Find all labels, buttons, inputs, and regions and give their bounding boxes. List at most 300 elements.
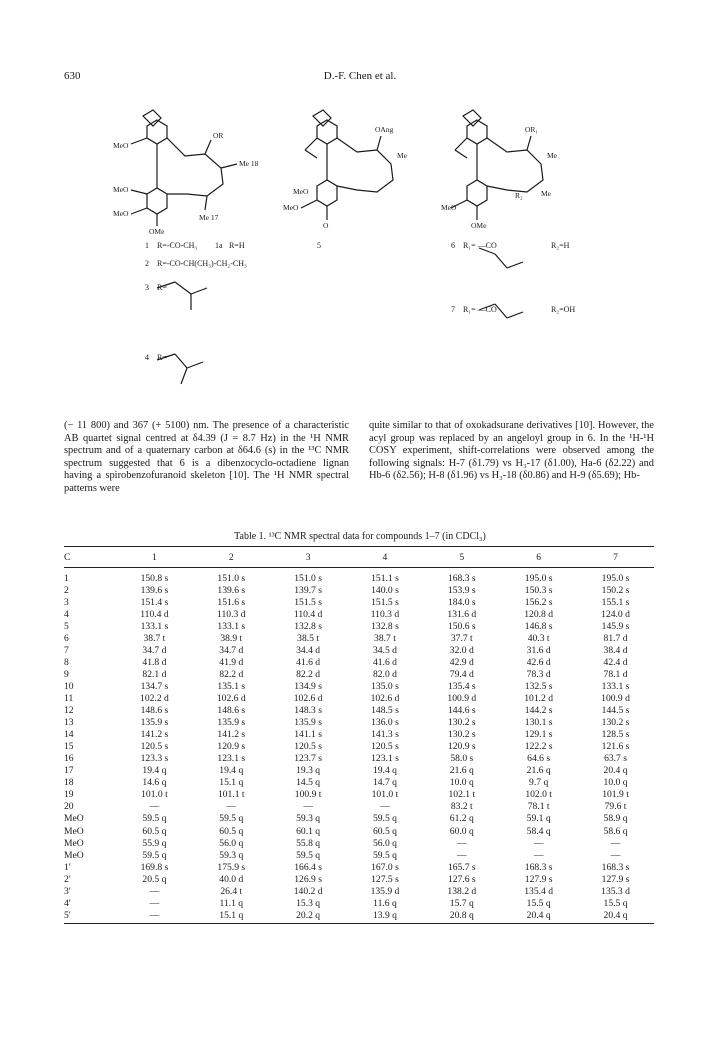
shift-value-cell: 14.7 q	[372, 777, 397, 789]
carbon-label-cell: 2′	[64, 873, 71, 885]
shift-value-cell: 135.4 d	[524, 885, 554, 897]
carbon-label-cell: 4′	[64, 897, 71, 909]
shift-value-cell: 79.6 t	[604, 801, 627, 813]
shift-value-cell: —	[149, 801, 160, 813]
shift-value-cell: 141.1 s	[294, 729, 322, 741]
shift-value-cell: 59.5 q	[372, 813, 397, 825]
table-row	[64, 568, 654, 585]
table-row	[64, 680, 654, 692]
shift-value-cell: 82.2 d	[296, 668, 321, 680]
svg-text:OR₁: OR₁	[525, 125, 539, 134]
shift-value-cell: 135.3 d	[601, 885, 630, 897]
shift-value-cell: 78.1 t	[527, 801, 550, 813]
shift-value-cell: 58.9 q	[603, 813, 628, 825]
table-row	[64, 656, 654, 668]
shift-value-cell: 123.1 s	[217, 753, 246, 765]
shift-value-cell: 126.9 s	[294, 873, 322, 885]
svg-text:MeO: MeO	[113, 209, 129, 218]
shift-value-cell: 60.5 q	[219, 825, 244, 837]
shift-value-cell: 61.2 q	[449, 813, 474, 825]
shift-value-cell: 120.5 s	[140, 741, 169, 753]
shift-value-cell: 38.4 d	[603, 644, 628, 656]
body-text-left-column: (− 11 800) and 367 (+ 5100) nm. The presence of a characteristic AB quartet signal centred at δ4.39 (J = 8.7 Hz) in the ¹H NMR spectrum and of a quaternary carbon at δ64.6 (s) in the ¹³C NMR spectrum suggested that 6 is a dibenzocyclo-octadiene lignan having a spirobenzofuranoid skeleton [10]. The ¹H NMR spectral patterns were	[64, 420, 349, 494]
shift-value-cell: —	[226, 801, 237, 813]
carbon-label-cell: 11	[64, 692, 74, 704]
structure-label-6: 6	[451, 241, 455, 250]
shift-value-cell: 19.4 q	[142, 765, 167, 777]
carbon-label-cell: MeO	[64, 837, 84, 849]
shift-value-cell: 175.9 s	[217, 861, 246, 873]
table-row	[64, 596, 654, 608]
shift-value-cell: —	[116, 909, 193, 924]
shift-value-cell: 120.9 s	[447, 741, 476, 753]
shift-value-cell: 141.2 s	[217, 729, 246, 741]
shift-value-cell: 59.5 q	[372, 849, 397, 861]
shift-value-cell: 140.2 d	[293, 885, 323, 897]
carbon-label-cell: 4	[64, 608, 69, 620]
shift-value-cell: 11.6 q	[373, 897, 397, 909]
shift-value-cell: 83.2 t	[450, 801, 473, 813]
shift-value-cell: 123.1 s	[371, 753, 399, 765]
shift-value-cell: 148.3 s	[294, 705, 322, 717]
shift-value-cell: 42.6 d	[526, 656, 551, 668]
shift-value-cell: 42.9 d	[449, 656, 474, 668]
shift-value-cell: 101.0 t	[371, 789, 399, 801]
table-caption: Table 1. ¹³C NMR spectral data for compounds 1–7 (in CDCl₃)	[234, 531, 486, 542]
shift-value-cell: 40.0 d	[219, 873, 244, 885]
svg-text:OR: OR	[213, 131, 224, 140]
shift-value-cell: 20.4 q	[577, 909, 654, 924]
svg-text:R₁= —CO: R₁= —CO	[463, 241, 497, 250]
shift-value-cell: 151.5 s	[371, 596, 399, 608]
table-row	[64, 692, 654, 704]
carbon-label-cell: 2	[64, 584, 69, 596]
shift-value-cell: 120.9 s	[217, 741, 246, 753]
shift-value-cell: 130.2 s	[601, 717, 630, 729]
shift-value-cell: 64.6 s	[527, 753, 551, 765]
shift-value-cell: 123.7 s	[294, 753, 322, 765]
svg-text:R₂=OH: R₂=OH	[551, 305, 576, 314]
nmr-data-table	[64, 546, 654, 924]
svg-text:Me: Me	[541, 189, 551, 198]
shift-value-cell: 121.6 s	[601, 741, 630, 753]
shift-value-cell: 138.2 d	[447, 885, 477, 897]
shift-value-cell: 15.1 q	[219, 777, 244, 789]
shift-value-cell: 102.0 t	[525, 789, 552, 801]
table-header-cell: 6	[500, 547, 577, 568]
svg-text:Me: Me	[547, 151, 557, 160]
shift-value-cell: 130.1 s	[524, 717, 553, 729]
shift-value-cell: 15.1 q	[193, 909, 270, 924]
shift-value-cell: 195.0 s	[524, 572, 553, 584]
shift-value-cell: 145.9 s	[601, 620, 630, 632]
table-row	[64, 765, 654, 777]
table-header-cell: 5	[423, 547, 500, 568]
table-row	[64, 885, 654, 897]
shift-value-cell: 79.4 d	[449, 668, 474, 680]
shift-value-cell: 56.0 q	[219, 837, 244, 849]
shift-value-cell: 195.0 s	[601, 572, 630, 584]
shift-value-cell: 148.5 s	[371, 705, 399, 717]
table-row	[64, 801, 654, 813]
shift-value-cell: 151.1 s	[371, 572, 399, 584]
shift-value-cell: 135.9 s	[294, 717, 322, 729]
table-header-cell: 2	[193, 547, 270, 568]
carbon-label-cell: 5′	[64, 909, 116, 924]
carbon-label-cell: 3′	[64, 885, 71, 897]
table-row	[64, 644, 654, 656]
shift-value-cell: 141.2 s	[140, 729, 169, 741]
shift-value-cell: 37.7 t	[450, 632, 473, 644]
shift-value-cell: 135.0 s	[371, 680, 399, 692]
shift-value-cell: 78.1 d	[603, 668, 628, 680]
shift-value-cell: 20.4 q	[603, 765, 628, 777]
shift-value-cell: 124.0 d	[601, 608, 630, 620]
shift-value-cell: 133.1 s	[140, 620, 169, 632]
table-row	[64, 753, 654, 765]
shift-value-cell: 122.2 s	[524, 741, 553, 753]
shift-value-cell: 42.4 d	[603, 656, 628, 668]
shift-value-cell: 19.4 q	[219, 765, 244, 777]
svg-text:R₂: R₂	[515, 191, 523, 200]
svg-text:MeO: MeO	[441, 203, 457, 212]
carbon-label-cell: 10	[64, 680, 74, 692]
shift-value-cell: 14.5 q	[296, 777, 321, 789]
shift-value-cell: 134.7 s	[140, 680, 169, 692]
shift-value-cell: 41.6 d	[372, 656, 397, 668]
svg-text:R=: R=	[157, 353, 167, 362]
svg-text:Me 17: Me 17	[199, 213, 219, 222]
shift-value-cell: 167.0 s	[371, 861, 399, 873]
shift-value-cell: 120.8 d	[524, 608, 554, 620]
shift-value-cell: —	[457, 837, 467, 849]
structure-label-3: 3	[145, 283, 149, 292]
table-row	[64, 897, 654, 909]
svg-text:O: O	[323, 221, 329, 230]
svg-text:MeO: MeO	[283, 203, 299, 212]
shift-value-cell: 15.5 q	[603, 897, 628, 909]
carbon-label-cell: 3	[64, 596, 69, 608]
table-row	[64, 849, 654, 861]
svg-text:R₁= —CO: R₁= —CO	[463, 305, 497, 314]
shift-value-cell: 130.2 s	[447, 729, 476, 741]
svg-text:R=-CO-CH(CH₃)-CH₂-CH₃: R=-CO-CH(CH₃)-CH₂-CH₃	[157, 259, 247, 268]
shift-value-cell: 140.0 s	[371, 584, 399, 596]
carbon-label-cell: MeO	[64, 813, 84, 825]
shift-value-cell: 131.6 d	[447, 608, 477, 620]
shift-value-cell: 81.7 d	[603, 632, 628, 644]
shift-value-cell: 139.6 s	[217, 584, 246, 596]
shift-value-cell: 59.3 q	[219, 849, 244, 861]
svg-text:Me 18: Me 18	[239, 159, 259, 168]
shift-value-cell: 135.9 s	[140, 717, 169, 729]
shift-value-cell: 132.8 s	[371, 620, 399, 632]
shift-value-cell: 21.6 q	[449, 765, 474, 777]
body-text-right-column: quite similar to that of oxokadsurane derivatives [10]. However, the acyl group was replaced by an angeloyl group in 6. In the ¹H-¹H COSY experiment, shift-correlations were observed among the following signals: H-7 (δ1.79) vs H₃-17 (δ1.00), Ha-6 (δ2.22) and Hb-6 (δ2.56); H-8 (δ1.96) vs H₃-18 (δ0.86) and H-9 (δ5.69); Hb-	[369, 420, 654, 482]
shift-value-cell: 130.2 s	[447, 717, 476, 729]
carbon-label-cell: 19	[64, 789, 74, 801]
shift-value-cell: 58.0 s	[450, 753, 474, 765]
shift-value-cell: 56.0 q	[372, 837, 397, 849]
shift-value-cell: 150.6 s	[447, 620, 476, 632]
table-row	[64, 825, 654, 837]
shift-value-cell: 139.6 s	[140, 584, 169, 596]
shift-value-cell: —	[533, 837, 544, 849]
shift-value-cell: 101.1 t	[217, 789, 245, 801]
table-row	[64, 620, 654, 632]
table-header-cell: 4	[347, 547, 424, 568]
shift-value-cell: 32.0 d	[449, 644, 474, 656]
shift-value-cell: 34.7 d	[142, 644, 167, 656]
shift-value-cell: 34.5 d	[372, 644, 397, 656]
structure-label-5: 5	[317, 241, 321, 250]
table-row	[64, 813, 654, 825]
table-row	[64, 741, 654, 753]
shift-value-cell: —	[533, 849, 544, 861]
structure-1-skeleton	[131, 110, 237, 226]
shift-value-cell: 82.1 d	[142, 668, 167, 680]
shift-value-cell: 135.9 d	[370, 885, 400, 897]
structure-label-1: 1	[145, 241, 149, 250]
carbon-label-cell: 18	[64, 777, 74, 789]
shift-value-cell: 151.0 s	[294, 572, 322, 584]
shift-value-cell: 60.5 q	[142, 825, 167, 837]
shift-value-cell: 78.3 d	[526, 668, 551, 680]
shift-value-cell: 110.3 d	[370, 608, 400, 620]
shift-value-cell: 148.6 s	[140, 705, 169, 717]
svg-text:R=: R=	[157, 283, 167, 292]
shift-value-cell: 151.6 s	[217, 596, 246, 608]
shift-value-cell: 14.6 q	[142, 777, 167, 789]
shift-value-cell: 59.5 q	[142, 849, 167, 861]
svg-text:OAng: OAng	[375, 125, 394, 134]
shift-value-cell: 20.4 q	[500, 909, 577, 924]
svg-text:R₂=H: R₂=H	[551, 241, 570, 250]
shift-value-cell: 110.4 d	[140, 608, 169, 620]
table-row	[64, 584, 654, 596]
svg-text:OMe: OMe	[149, 227, 165, 236]
shift-value-cell: 60.5 q	[372, 825, 397, 837]
carbon-label-cell: 12	[64, 705, 74, 717]
shift-value-cell: 41.9 d	[219, 656, 244, 668]
svg-text:MeO: MeO	[113, 141, 129, 150]
carbon-label-cell: 5	[64, 620, 69, 632]
svg-text:R=H: R=H	[229, 241, 245, 250]
table-row	[64, 909, 654, 924]
shift-value-cell: 110.3 d	[217, 608, 246, 620]
table-row	[64, 717, 654, 729]
shift-value-cell: 127.5 s	[371, 873, 399, 885]
shift-value-cell: 38.5 t	[297, 632, 320, 644]
shift-value-cell: 100.9 d	[601, 692, 630, 704]
shift-value-cell: 9.7 q	[529, 777, 549, 789]
svg-text:1a: 1a	[215, 241, 223, 250]
carbon-label-cell: 7	[64, 644, 69, 656]
shift-value-cell: 21.6 q	[526, 765, 551, 777]
table-row	[64, 705, 654, 717]
table-body	[64, 568, 654, 924]
shift-value-cell: —	[610, 849, 621, 861]
shift-value-cell: 133.1 s	[601, 680, 630, 692]
shift-value-cell: 60.0 q	[449, 825, 474, 837]
carbon-label-cell: 14	[64, 729, 74, 741]
carbon-label-cell: 8	[64, 656, 69, 668]
table-row	[64, 729, 654, 741]
carbon-label-cell: 13	[64, 717, 74, 729]
shift-value-cell: —	[610, 837, 621, 849]
shift-value-cell: 136.0 s	[371, 717, 399, 729]
shift-value-cell: 168.3 s	[524, 861, 553, 873]
shift-value-cell: 150.3 s	[524, 584, 553, 596]
shift-value-cell: 58.6 q	[603, 825, 628, 837]
table-row	[64, 861, 654, 873]
shift-value-cell: 38.7 t	[143, 632, 166, 644]
shift-value-cell: 150.8 s	[140, 572, 169, 584]
carbon-label-cell: 6	[64, 632, 69, 644]
shift-value-cell: 82.2 d	[219, 668, 244, 680]
running-head: D.-F. Chen et al.	[323, 70, 397, 82]
shift-value-cell: 19.4 q	[372, 765, 397, 777]
shift-value-cell: 127.9 s	[524, 873, 553, 885]
shift-value-cell: 34.7 d	[219, 644, 244, 656]
svg-text:R=-CO-CH₃: R=-CO-CH₃	[157, 241, 198, 250]
svg-text:OMe: OMe	[471, 221, 487, 230]
table-header-cell: 3	[270, 547, 347, 568]
shift-value-cell: 11.1 q	[219, 897, 244, 909]
shift-value-cell: 123.3 s	[140, 753, 169, 765]
shift-value-cell: 155.1 s	[601, 596, 630, 608]
shift-value-cell: 63.7 s	[604, 753, 627, 765]
shift-value-cell: 58.4 q	[526, 825, 551, 837]
table-row	[64, 777, 654, 789]
shift-value-cell: 20.8 q	[423, 909, 500, 924]
shift-value-cell: 102.6 d	[216, 692, 246, 704]
shift-value-cell: 20.2 q	[270, 909, 347, 924]
carbon-label-cell: 9	[64, 668, 69, 680]
table-row	[64, 837, 654, 849]
shift-value-cell: 15.7 q	[449, 897, 474, 909]
carbon-label-cell: MeO	[64, 849, 84, 861]
carbon-label-cell: MeO	[64, 825, 84, 837]
shift-value-cell: 41.6 d	[296, 656, 321, 668]
shift-value-cell: 132.5 s	[524, 680, 553, 692]
carbon-label-cell: 17	[64, 765, 74, 777]
shift-value-cell: 59.5 q	[296, 849, 321, 861]
table-row	[64, 608, 654, 620]
shift-value-cell: —	[149, 897, 160, 909]
shift-value-cell: 100.9 t	[294, 789, 322, 801]
table-row	[64, 873, 654, 885]
page-number: 630	[64, 70, 81, 82]
shift-value-cell: 100.9 d	[447, 692, 477, 704]
shift-value-cell: 135.4 s	[447, 680, 476, 692]
shift-value-cell: 169.8 s	[140, 861, 169, 873]
shift-value-cell: 19.3 q	[296, 765, 321, 777]
structure-label-4: 4	[145, 353, 149, 362]
shift-value-cell: 146.8 s	[524, 620, 553, 632]
shift-value-cell: 120.5 s	[371, 741, 399, 753]
shift-value-cell: 141.3 s	[371, 729, 399, 741]
shift-value-cell: 144.6 s	[447, 705, 476, 717]
svg-text:Me: Me	[397, 151, 407, 160]
shift-value-cell: 135.1 s	[217, 680, 246, 692]
shift-value-cell: 15.5 q	[526, 897, 551, 909]
shift-value-cell: 55.8 q	[296, 837, 321, 849]
shift-value-cell: 166.4 s	[294, 861, 322, 873]
shift-value-cell: 101.0 t	[141, 789, 168, 801]
shift-value-cell: 184.0 s	[447, 596, 476, 608]
carbon-label-cell: 1′	[64, 861, 71, 873]
shift-value-cell: 129.1 s	[524, 729, 553, 741]
carbon-label-cell: 1	[64, 572, 69, 584]
shift-value-cell: 110.4 d	[293, 608, 323, 620]
shift-value-cell: 82.0 d	[372, 668, 397, 680]
shift-value-cell: 13.9 q	[347, 909, 424, 924]
shift-value-cell: 59.5 q	[219, 813, 244, 825]
table-header-row	[64, 547, 654, 568]
shift-value-cell: 31.6 d	[526, 644, 551, 656]
structure-label-7: 7	[451, 305, 455, 314]
shift-value-cell: 127.6 s	[447, 873, 476, 885]
shift-value-cell: 10.0 q	[603, 777, 628, 789]
shift-value-cell: 134.9 s	[294, 680, 322, 692]
carbon-label-cell: 20	[64, 801, 74, 813]
shift-value-cell: 127.9 s	[601, 873, 630, 885]
carbon-label-cell: 15	[64, 741, 74, 753]
shift-value-cell: 40.3 t	[527, 632, 550, 644]
shift-value-cell: 165.7 s	[447, 861, 476, 873]
shift-value-cell: 101.2 d	[524, 692, 554, 704]
shift-value-cell: 10.0 q	[449, 777, 474, 789]
table-header-cell: 1	[116, 547, 193, 568]
shift-value-cell: —	[380, 801, 390, 813]
shift-value-cell: 55.9 q	[142, 837, 167, 849]
shift-value-cell: 34.4 d	[296, 644, 321, 656]
shift-value-cell: 59.3 q	[296, 813, 321, 825]
shift-value-cell: 144.2 s	[524, 705, 553, 717]
shift-value-cell: —	[303, 801, 313, 813]
shift-value-cell: 153.9 s	[447, 584, 476, 596]
shift-value-cell: 102.1 t	[448, 789, 476, 801]
chemical-structures-figure	[95, 98, 655, 418]
shift-value-cell: 15.3 q	[296, 897, 321, 909]
shift-value-cell: 133.1 s	[217, 620, 246, 632]
table-row	[64, 789, 654, 801]
shift-value-cell: 156.2 s	[524, 596, 553, 608]
svg-text:MeO: MeO	[113, 185, 129, 194]
table-header-cell: 7	[577, 547, 654, 568]
shift-value-cell: 132.8 s	[294, 620, 322, 632]
table-header-cell: C	[64, 547, 116, 568]
shift-value-cell: 151.4 s	[140, 596, 169, 608]
shift-value-cell: 139.7 s	[294, 584, 322, 596]
shift-value-cell: 128.5 s	[601, 729, 630, 741]
shift-value-cell: 102.6 d	[293, 692, 323, 704]
shift-value-cell: 38.9 t	[220, 632, 243, 644]
shift-value-cell: 150.2 s	[601, 584, 630, 596]
shift-value-cell: —	[149, 885, 160, 897]
table-row	[64, 668, 654, 680]
shift-value-cell: 59.1 q	[526, 813, 551, 825]
shift-value-cell: 135.9 s	[217, 717, 246, 729]
shift-value-cell: 59.5 q	[142, 813, 167, 825]
shift-value-cell: 168.3 s	[601, 861, 630, 873]
shift-value-cell: 38.7 t	[374, 632, 396, 644]
shift-value-cell: —	[457, 849, 467, 861]
shift-value-cell: 120.5 s	[294, 741, 322, 753]
shift-value-cell: 151.5 s	[294, 596, 322, 608]
shift-value-cell: 101.9 t	[602, 789, 629, 801]
